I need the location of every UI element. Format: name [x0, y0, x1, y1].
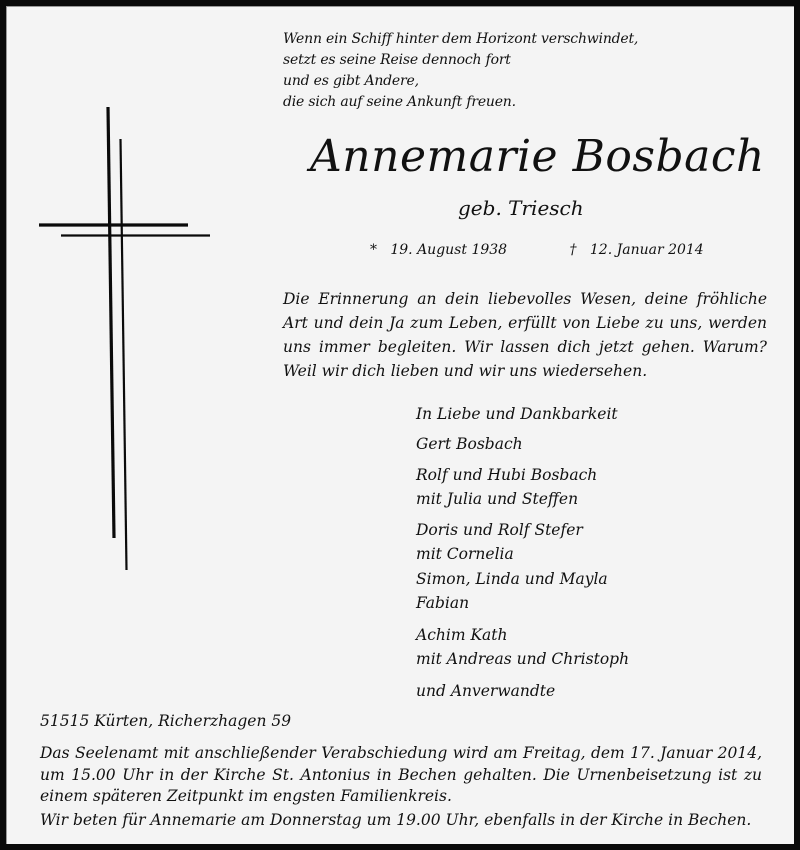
- poem-line: setzt es seine Reise dennoch fort: [283, 52, 511, 68]
- address: 51515 Kürten, Richerzhagen 59: [40, 712, 292, 730]
- mourner-line: Doris und Rolf Stefer: [416, 521, 583, 539]
- mourner-line: Fabian: [416, 594, 470, 612]
- maiden-name: geb. Triesch: [458, 196, 584, 220]
- notice-line: um 15.00 Uhr in der Kirche St. Antonius in Bechen gehalten. Die Urnenbeisetzung ist zu: [40, 765, 762, 784]
- tribute-text: [283, 287, 767, 383]
- poem-line: die sich auf seine Ankunft freuen.: [283, 94, 516, 110]
- mourner-line: und Anverwandte: [416, 682, 556, 700]
- notice-line: Das Seelenamt mit anschließender Verabschiedung wird am Freitag, dem 17. Januar 2014,: [40, 744, 762, 762]
- birth-symbol: *: [370, 242, 377, 258]
- mourner-line: mit Andreas und Christoph: [416, 650, 630, 668]
- life-dates: [370, 240, 704, 260]
- mourners-intro: In Liebe und Dankbarkeit: [416, 405, 618, 423]
- poem: [283, 29, 638, 113]
- prayer-notice: Wir beten für Annemarie am Donnerstag um 19.00 Uhr, ebenfalls in der Kirche in Bechen.: [40, 811, 752, 829]
- mourner-line: mit Cornelia: [416, 545, 514, 563]
- mourner-line: mit Julia und Steffen: [416, 490, 579, 508]
- birth-date: 19. August 1938: [390, 242, 508, 258]
- death-date: 12. Januar 2014: [589, 242, 704, 258]
- death-symbol: †: [569, 242, 577, 258]
- poem-line: Wenn ein Schiff hinter dem Horizont verschwindet,: [283, 31, 639, 47]
- poem-line: und es gibt Andere,: [283, 73, 419, 89]
- deceased-name: Annemarie Bosbach: [310, 131, 765, 182]
- tribute-line: Art und dein Ja zum Leben, erfüllt von Liebe zu uns, werden: [283, 314, 767, 332]
- mourner-line: Achim Kath: [416, 626, 508, 644]
- service-notice: [40, 743, 762, 808]
- tribute-line: uns immer begleiten. Wir lassen dich jetzt gehen. Warum?: [283, 338, 767, 356]
- tribute-line: Weil wir dich lieben und wir uns wiedersehen.: [283, 362, 648, 380]
- notice-line: einem späteren Zeitpunkt im engsten Familienkreis.: [40, 787, 452, 805]
- tribute-line: Die Erinnerung an dein liebevolles Wesen, deine fröhliche: [283, 290, 767, 308]
- mourner-line: Simon, Linda und Mayla: [416, 570, 608, 588]
- mourner-line: Rolf und Hubi Bosbach: [416, 466, 598, 484]
- mourner-line: Gert Bosbach: [416, 435, 523, 453]
